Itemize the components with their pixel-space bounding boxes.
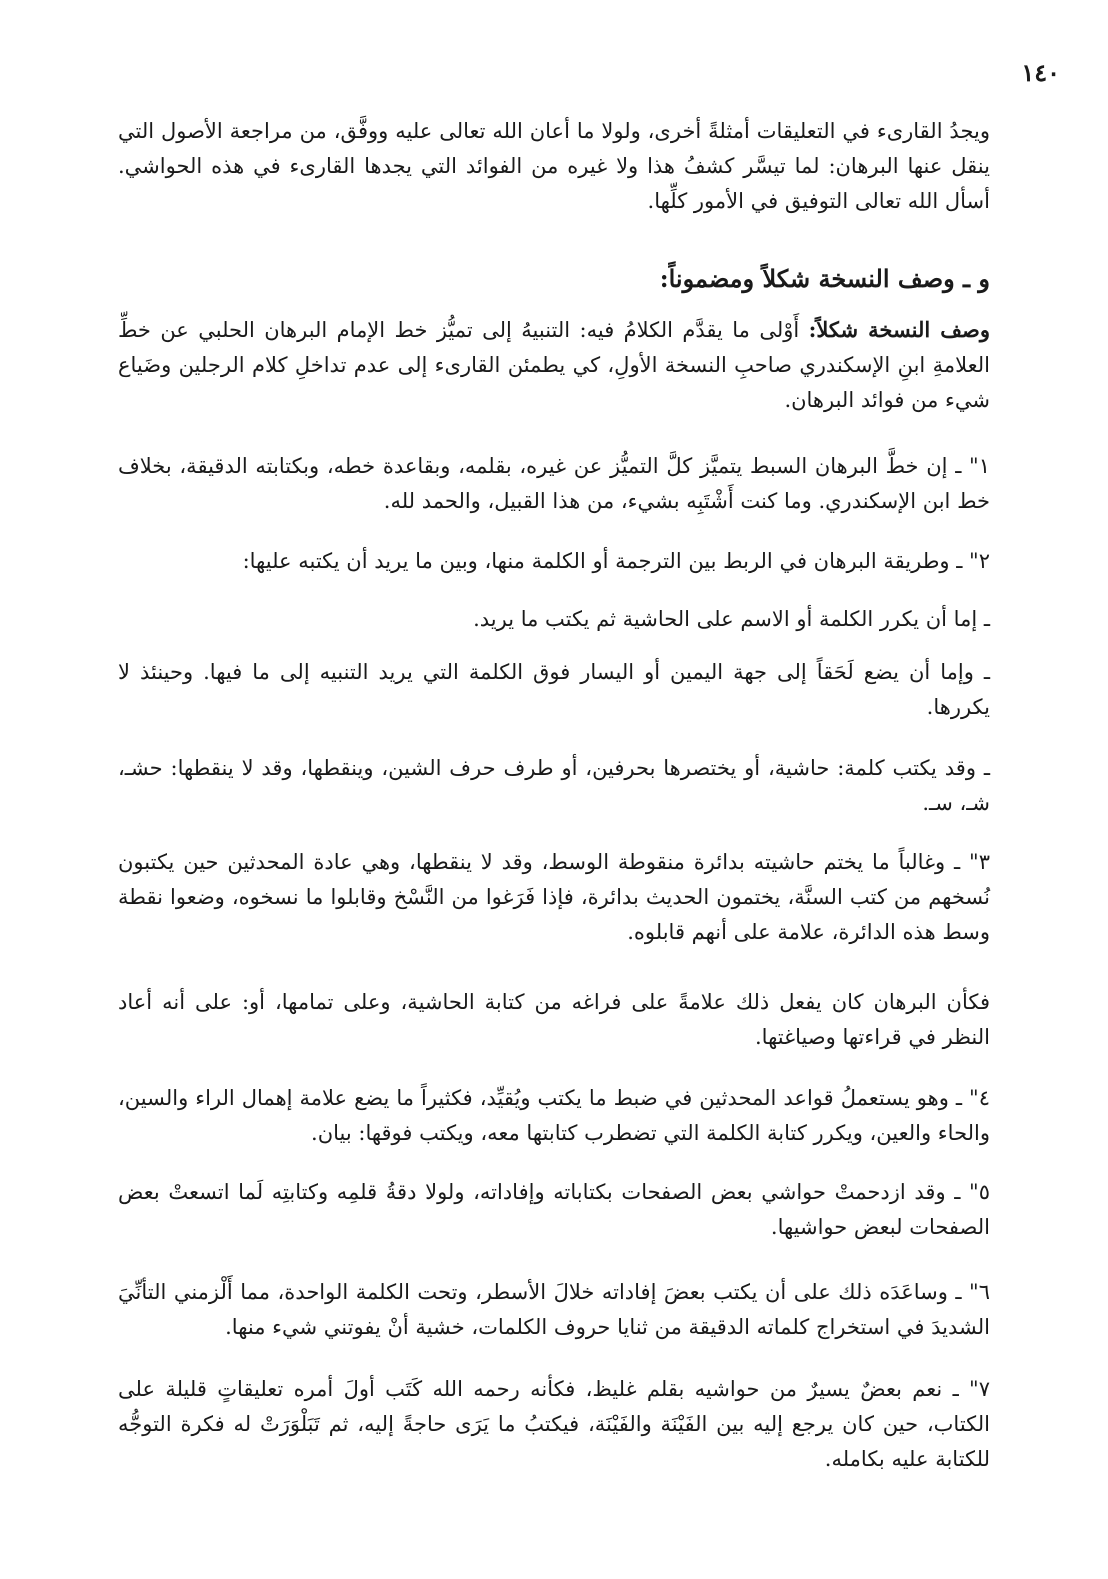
paragraph-point-3: ٣" ـ وغالباً ما يختم حاشيته بدائرة منقوطة الوسط، وقد لا ينقطها، وهي عادة المحدثين حين يكتبون نُسخهم من كتب السنَّة، يختمون الحديث بدائرة، فإذا فَرَغوا من النَّسْخ وقابلوا ما نسخوه، وضعوا نقطة وسط هذه الدائرة، علامة على أنهم قابلوه. [118,850,990,944]
paragraph-point-7: ٧" ـ نعم بعضٌ يسيرٌ من حواشيه بقلم غليظ، فكأنه رحمه الله كَتَب أولَ أمره تعليقاتٍ قليلة على الكتاب، حين كان يرجع إليه بين الفَيْنَة والفَيْنَة، فيكتبُ ما يَرَى حاجةً إليه، ثم تَبَلْوَرَتْ له فكرة التوجُّه للكتابة عليه بكامله. [118,1377,990,1471]
paragraph-point-6: ٦" ـ وساعَدَه ذلك على أن يكتب بعضَ إفاداته خلالَ الأسطر، وتحت الكلمة الواحدة، مما أَلْزمني التأنِّيَ الشديدَ في استخراج كلماته الدقيقة من ثنايا حروف الكلمات، خشية أنْ يفوتني شيء منها. [118,1280,990,1339]
paragraph-sub-c: ـ وقد يكتب كلمة: حاشية، أو يختصرها بحرفين، أو طرف حرف الشين، وينقطها، وقد لا ينقطها: حشـ، شـ، سـ. [118,756,990,815]
paragraph-point-4: ٤" ـ وهو يستعملُ قواعد المحدثين في ضبط ما يكتب ويُقيِّد، فكثيراً ما يضع علامة إهمال الراء والسين، والحاء والعين، ويكرر كتابة الكلمة التي تضطرب كتابتها معه، ويكتب فوقها: بيان. [118,1086,990,1145]
paragraph-description [118,312,990,418]
paragraph-point-1: ١" ـ إن خطَّ البرهان السبط يتميَّز كلَّ التميُّز عن غيره، بقلمه، وبقاعدة خطه، وبكتابته الدقيقة، بخلاف خط ابن الإسكندري. وما كنت أَشْتَبِه بشيء، من هذا القبيل، والحمد لله. [118,454,990,513]
page-number: ١٤٠ [1021,58,1060,87]
paragraph-intro: ويجدُ القارىء في التعليقات أمثلةً أخرى، ولولا ما أعان الله تعالى عليه ووفَّق، من مراجعة الأصول التي ينقل عنها البرهان: لما تيسَّر كشفُ هذا ولا غيره من الفوائد التي يجدها القارىء في هذه الحواشي. أسأل الله تعالى التوفيق في الأمور كلِّها. [118,119,990,213]
section-heading: و ـ وصف النسخة شكلاً ومضموناً: [659,264,990,293]
paragraph-point-2: ٢" ـ وطريقة البرهان في الربط بين الترجمة أو الكلمة منها، وبين ما يريد أن يكتبه عليها: [242,549,990,573]
paragraph-point-5: ٥" ـ وقد ازدحمتْ حواشي بعض الصفحات بكتاباته وإفاداته، ولولا دقةُ قلمِه وكتابتِه لَما اتسعتْ بعض الصفحات لبعض حواشيها. [118,1180,990,1239]
paragraph-sub-a: ـ إما أن يكرر الكلمة أو الاسم على الحاشية ثم يكتب ما يريد. [473,607,990,631]
paragraph-point-3-cont: فكأن البرهان كان يفعل ذلك علامةً على فراغه من كتابة الحاشية، وعلى تمامها، أو: على أنه أعاد النظر في قراءتها وصياغتها. [118,990,990,1049]
paragraph-sub-b: ـ وإما أن يضع لَحَقاً إلى جهة اليمين أو اليسار فوق الكلمة التي يريد التنبيه إلى ما فيها. وحينئذ لا يكررها. [118,660,990,719]
paragraph-lead: وصف النسخة شكلاً: [808,317,991,342]
paragraph-body: أَوْلى ما يقدَّم الكلامُ فيه: التنبيهُ إلى تميُّز خط الإمام البرهان الحلبي عن خطِّ العلامةِ ابنِ الإسكندري صاحبِ النسخة الأولِ، كي يطمئن القارىء إلى عدم تداخلِ كلام الرجلين وضَياع شيء من فوائد البرهان. [118,318,990,412]
